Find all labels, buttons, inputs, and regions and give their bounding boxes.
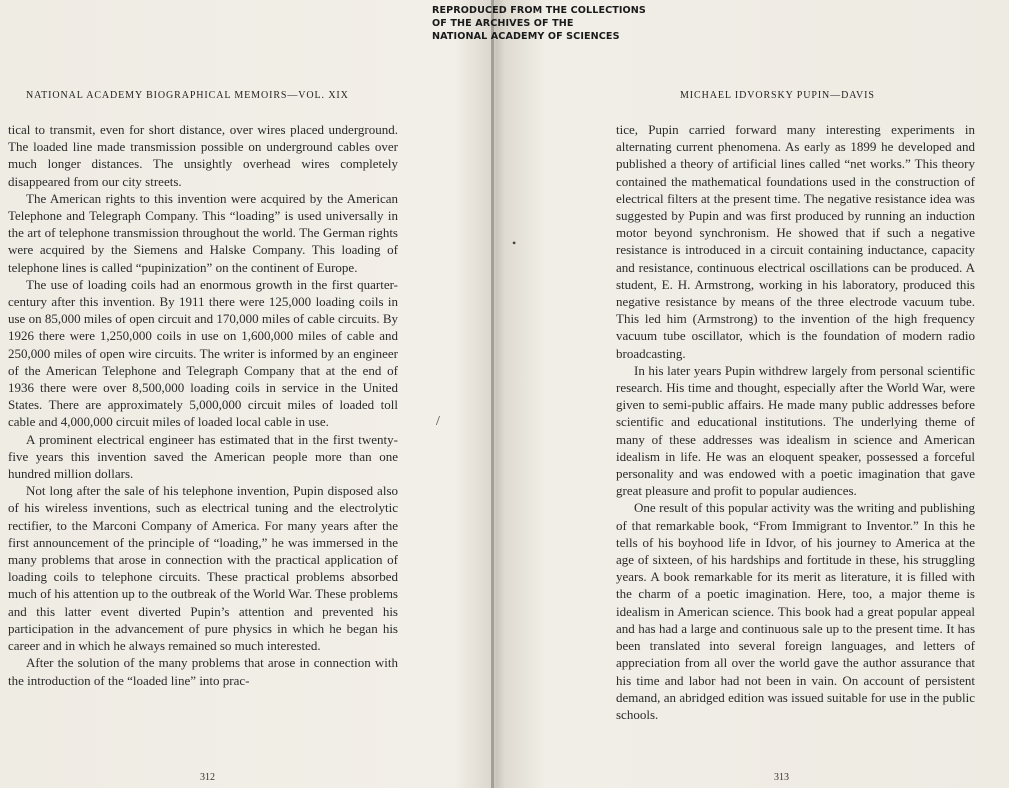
book-gutter: [491, 0, 494, 788]
right-page: [500, 0, 1009, 788]
margin-mark: •: [512, 236, 517, 250]
margin-mark: /: [436, 414, 440, 429]
paragraph: A prominent electrical engineer has estimated that in the first twenty-five years this invention saved the American people more than one hundred million dollars.: [8, 431, 398, 482]
right-page-number: 313: [774, 772, 789, 783]
paragraph: One result of this popular activity was the writing and publishing of that remarkable book, “From Immigrant to Inventor.” In this he tells of his boyhood life in Idvor, of his journey to America at the age of sixteen, of his hardships and fortitude in these, his struggling years. A book remarkable for its merit as literature, it is filled with the charm of a poetic imagination. Here, too, a major theme is idealism in American science. This book had a great popular appeal and has had a large and continuous sale up to the present time. It has been translated into several foreign languages, and letters of appreciation from all over the world gave the author assurance that his time and labor had not been in vain. On account of persistent demand, an abridged edition was issued suitable for use in the public schools.: [616, 500, 975, 722]
paragraph: Not long after the sale of his telephone invention, Pupin disposed also of his wireless inventions, such as electrical tuning and the electrolytic rectifier, to the Marconi Company of America. For many years after the first announcement of the principle of “loading,” he was immersed in the many problems that arose in connection with the practical application of loading coils to telephone circuits. These practical problems absorbed much of his attention up to the outbreak of the World War. These problems and this latter event diverted Pupin’s attention and prevented his participation in the advancement of pure physics in which he began his career and in which he always remained so much interested.: [8, 483, 398, 654]
left-running-head: NATIONAL ACADEMY BIOGRAPHICAL MEMOIRS—VOL. XIX: [26, 90, 349, 101]
right-running-head: MICHAEL IDVORSKY PUPIN—DAVIS: [680, 90, 875, 101]
paragraph: tical to transmit, even for short distance, over wires placed underground. The loaded line made transmission possible on underground cables over much longer distances. The unsightly overhead wires completely disappeared from our city streets.: [8, 122, 398, 189]
paragraph: In his later years Pupin withdrew largely from personal scientific research. His time and thought, especially after the World War, were given to semi-public affairs. He made many public addresses before scientific and educational institutions. The underlying theme of many of these addresses was idealism in science and American idealism in life. He was an eloquent speaker, possessed a forceful personality and was endowed with a poetic imagination that gave great pleasure and profit to popular audiences.: [616, 362, 975, 499]
left-page-number: 312: [200, 772, 215, 783]
stamp-line: OF THE ARCHIVES OF THE: [432, 18, 574, 29]
stamp-line: NATIONAL ACADEMY OF SCIENCES: [432, 31, 620, 42]
paragraph: The American rights to this invention were acquired by the American Telephone and Telegraph Company. This “loading” is used universally in the art of telephone transmission throughout the world. The German rights were acquired by the Siemens and Halske Company. This loading of telephone lines is called “pupinization” on the continent of Europe.: [8, 190, 398, 275]
paragraph: The use of loading coils had an enormous growth in the first quarter-century after this invention. By 1911 there were 125,000 loading coils in use on 85,000 miles of open circuit and 170,000 miles of cable circuits. By 1926 there were 1,250,000 coils in use on 1,600,000 miles of cable and 250,000 miles of open wire circuits. The writer is informed by an engineer of the American Telephone and Telegraph Company that at the end of 1936 there were over 8,500,000 loading coils in service in the United States. There are approximately 5,000,000 circuit miles of loaded toll cable and 4,000,000 circuit miles of loaded local cable in use.: [8, 276, 398, 430]
left-body-text: [8, 121, 398, 689]
stamp-line: REPRODUCED FROM THE COLLECTIONS: [432, 5, 646, 16]
paragraph: tice, Pupin carried forward many interesting experiments in alternating current phenomena. As early as 1899 he developed and published a theory of artificial lines called “net works.” This theory contained the mathematical foundations used in the construction of electrical filters at the present time. The negative resistance idea was suggested by Pupin and was first produced by running an induction motor beyond synchronism. He showed that if such a negative resistance is introduced in a circuit containing inductance, capacity and resistance, continuous electrical oscillations can be produced. A student, E. H. Armstrong, working in his laboratory, produced this negative resistance by means of the three electrode vacuum tube. This led him (Armstrong) to the invention of the high frequency vacuum tube oscillator, which is the foundation of modern radio broadcasting.: [616, 122, 975, 361]
paragraph: After the solution of the many problems that arose in connection with the introduction of the “loaded line” into prac-: [8, 655, 398, 688]
right-body-text: [616, 121, 975, 723]
left-page: [0, 0, 490, 788]
